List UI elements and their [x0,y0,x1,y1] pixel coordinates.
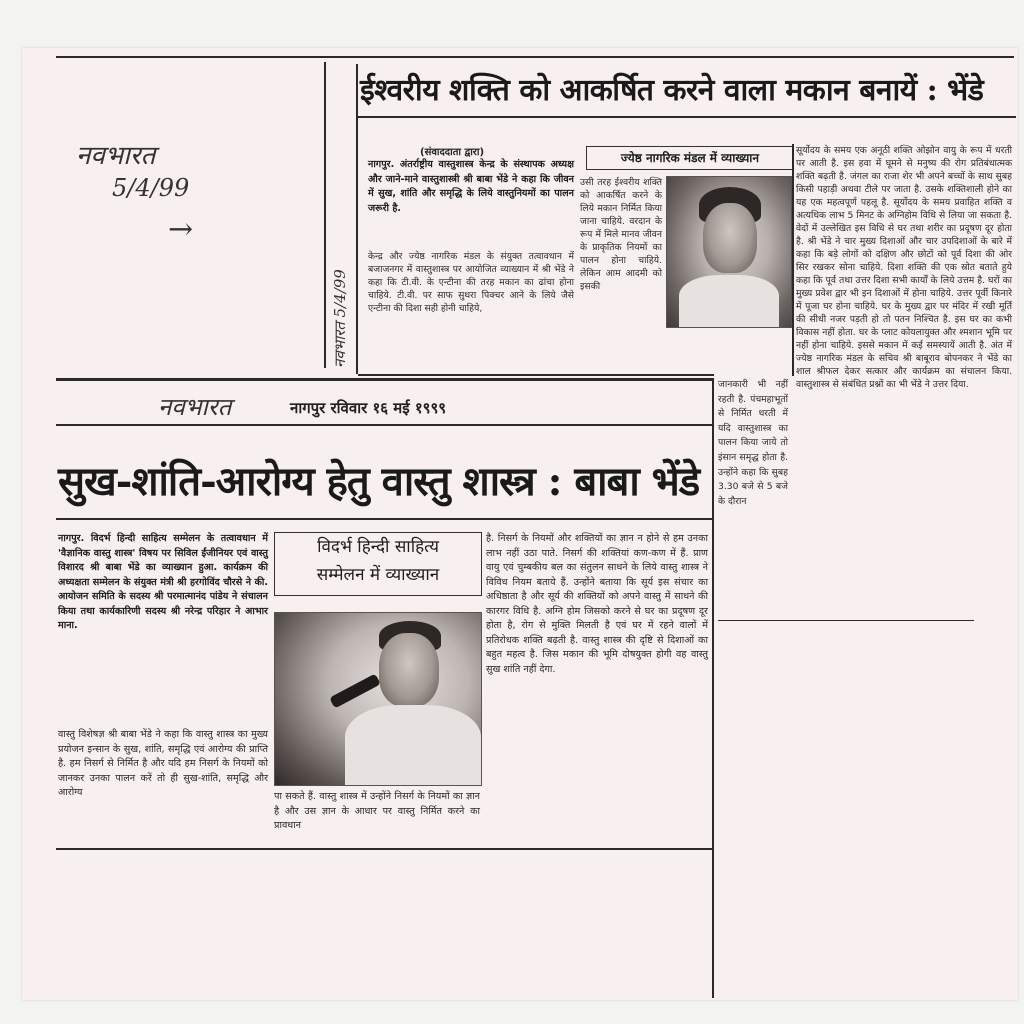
article1-subhead-box: ज्येष्ठ नागरिक मंडल में व्याख्यान [586,146,794,170]
article1-column-3: सूर्योदय के समय एक अनूठी शक्ति ओझोन वायु के रूप में धरती पर आती है. इस हवा में घूमने से मनुष्य की रोग प्रतिबंधात्मक शक्ति बढ़ती है. जंगल का राजा शेर भी अपने बच्चों के साथ सुबह किसी पहाड़ी अथवा टीले पर जाता है. उसके शक्तिशाली होने का यह एक महत्वपूर्ण पहलू है. सूर्योदय के समय प्रवाहित शक्ति व अत्यधिक लाभ 5 मिनट के अग्निहोम विधि से लिया जा सकता है. वेदों में उल्लेखित इस विधि से घर तथा शरीर का प्रदूषण दूर होता है. श्री भेंडे ने चार मुख्य दिशाओं और चार उपदिशाओं के बारे में कहा कि बड़े लोगों को दक्षिण और छोटों को पूर्व दिशा की ओर सिर रखकर सोना चाहिये. दिशा शक्ति की एक स्रोत बताते हुये कहा कि पूर्व तथा उत्तर दिशा सभी कार्यों के लिये उत्तम है. घरों का मुख्य प्रवेश द्वार भी इन दिशाओं में होना चाहिये. उत्तर पूर्वी किनारे में पूजा घर होना चाहिये. घर के मुख्य द्वार पर मंदिर में रखी मूर्ति की सीधी नजर पड़ती हो तो पतन निश्चित है. इस घर का कभी विकास नहीं होता. घर के प्लाट कोयलायुक्त और श्मशान भूमि पर नहीं होना चाहिये. इससे मकान में कई समस्यायें आती है. अंत में ज्येष्ठ नागरिक मंडल के सचिव श्री बाबूराव बोपनकर ने भेंडे का शाल श्रीफल देकर सत्कार और कार्यक्रम का संचालन किया. वास्तुशास्त्र से संबंधित प्रश्नों का भी भेंडे ने उत्तर दिया. [796,145,1012,390]
article1-inner-rule [356,64,358,374]
handwritten-arrow: → [168,212,194,247]
article1-lead: नागपुर. अंतर्राष्ट्रीय वास्तुशास्त्र केन्द्र के संस्थापक अध्यक्ष और जाने-माने वास्तुशास्त्री श्री बाबा भेंडे ने कहा कि जीवन में सुख, शांति और समृद्धि के लिये वास्तुनियमों का पालन जरूरी है. [368,159,574,214]
article2-column-3: है. निसर्ग के नियमों और शक्तियों का ज्ञान न होने से हम उनका लाभ नहीं उठा पाते. निसर्ग की शक्तियां कण-कण में हैं. प्राण वायु एवं चुम्बकीय बल का संतुलन साधने के लिये वास्तु शास्त्र ने विविध नियम बताये हैं. उन्होंने बताया कि सूर्य इस संचार का अधिष्ठाता है और सूर्य की शक्तियों को अपने वास्तु में साधने की कारगर विधि है. अग्नि होम जिसको करने से घर का प्रदूषण दूर होता है, रोग से मुक्ति मिलती है एवं घर में रहने वालों में प्रतिरोधक शक्ति बढ़ती है. वास्तु शास्त्र की दृष्टि से दिशाओं का बहुत महत्व है. जिस मकान की भूमि दोषयुक्त होगी वह वास्तु सुख शांति नहीं देगा. [486,533,708,675]
article1-col3-rule [792,144,794,376]
article2-subhead-line1: विदर्भ हिन्दी साहित्य [317,537,439,557]
article1-headline-rule [358,116,1016,118]
article2-subhead-line2: सम्मेलन में व्याख्यान [316,565,440,585]
side-column-rule [712,378,714,998]
newspaper-clipping-sheet [22,48,1018,1000]
handwritten-masthead: नवभारत [76,141,156,171]
article2-lead: नागपुर. विदर्भ हिन्दी साहित्य सम्मेलन के तत्वावधान में 'वैज्ञानिक वास्तु शास्त्र' विषय पर सिविल ईंजीनियर एवं वास्तु विशारद श्री बाबा भेंडे का व्याख्यान हुआ. कार्यक्रम की अध्यक्षता सम्मेलन के संयुक्त मंत्री श्री हरगोविंद चौरसे ने की. आयोजन समिति के सदस्य श्री परमात्मानंद पांडेय ने संचालन किया तथा कार्यकारिणी सदस्य श्री नरेन्द्र परिहार ने आभार माना. [58,533,268,631]
article2-top-rule [56,378,712,381]
handwritten-date: 5/4/99 [112,174,190,202]
article2-dateline: नागपुर रविवार १६ मई १९९९ [290,399,447,417]
article2-column-1: वास्तु विशेषज्ञ श्री बाबा भेंडे ने कहा कि वास्तु शास्त्र का मुख्य प्रयोजन इन्सान के सुख, शांति, समृद्धि एवं आरोग्य की प्राप्ति है. हम निसर्ग से निर्मित है और यदि हम निसर्ग के नियमों को जानकर उनका पालन करें तो ही सुख-शांति, समृद्धि और आरोग्य [58,729,268,798]
article1-bottom-rule [358,374,714,376]
speaker-photo-1 [666,176,792,328]
article2-dateline-rule [56,424,712,426]
top-rule [56,56,1014,58]
article1-headline: ईश्वरीय शक्ति को आकर्षित करने वाला मकान बनायें : भेंडे [360,73,984,108]
article1-side-column: जानकारी भी नहीं रहती है. पंचमहाभूतों से निर्मित धरती में यदि वास्तुशास्त्र का पालन किया जाये तो इंसान समृद्ध होता है. उन्होंने कहा कि सुबह 3.30 बजे से 5 बजे के दौरान [718,379,788,507]
article2-column-2-bottom: पा सकते हैं. वास्तु शास्त्र में उन्होंने निसर्ग के नियमों का ज्ञान है और उस ज्ञान के आधार पर वास्तु निर्मित करने का प्रावधान [274,791,480,831]
article2-subhead-box [274,532,482,596]
article1-byline: (संवाददाता द्वारा) [420,147,485,158]
article2-masthead: नवभारत [158,393,232,421]
article1-column-1: केन्द्र और ज्येष्ठ नागरिक मंडल के संयुक्त तत्वावधान में बजाजनगर में वास्तुशास्त्र पर आयोजित व्याख्यान में श्री भेंडे ने कहा कि टी.वी. के एन्टीना की तरह मकान का ढांचा होना चाहिये. टी.वी. पर साफ सुथरा पिक्चर आने के लिये जैसे एन्टीना की दिशा सही होनी चाहिये, [368,251,574,314]
article1-column-2: उसी तरह ईश्वरीय शक्ति को आकर्षित करने के लिये मकान निर्मित किया जाना चाहिये. वरदान के रूप में मिले मानव जीवन के प्राकृतिक नियमों का पालन होना चाहिये. लेकिन आम आदमी को इसकी [580,177,662,292]
article2-bottom-rule [56,848,712,850]
speaker-photo-2 [274,612,482,786]
side-column-end-rule [718,620,974,621]
article1-vertical-note: नवभारत 5/4/99 [331,269,349,368]
article2-headline: सुख-शांति-आरोग्य हेतु वास्तु शास्त्र : बाबा भेंडे [58,458,700,505]
article1-left-rule [324,62,326,368]
article2-headline-rule [56,518,712,520]
